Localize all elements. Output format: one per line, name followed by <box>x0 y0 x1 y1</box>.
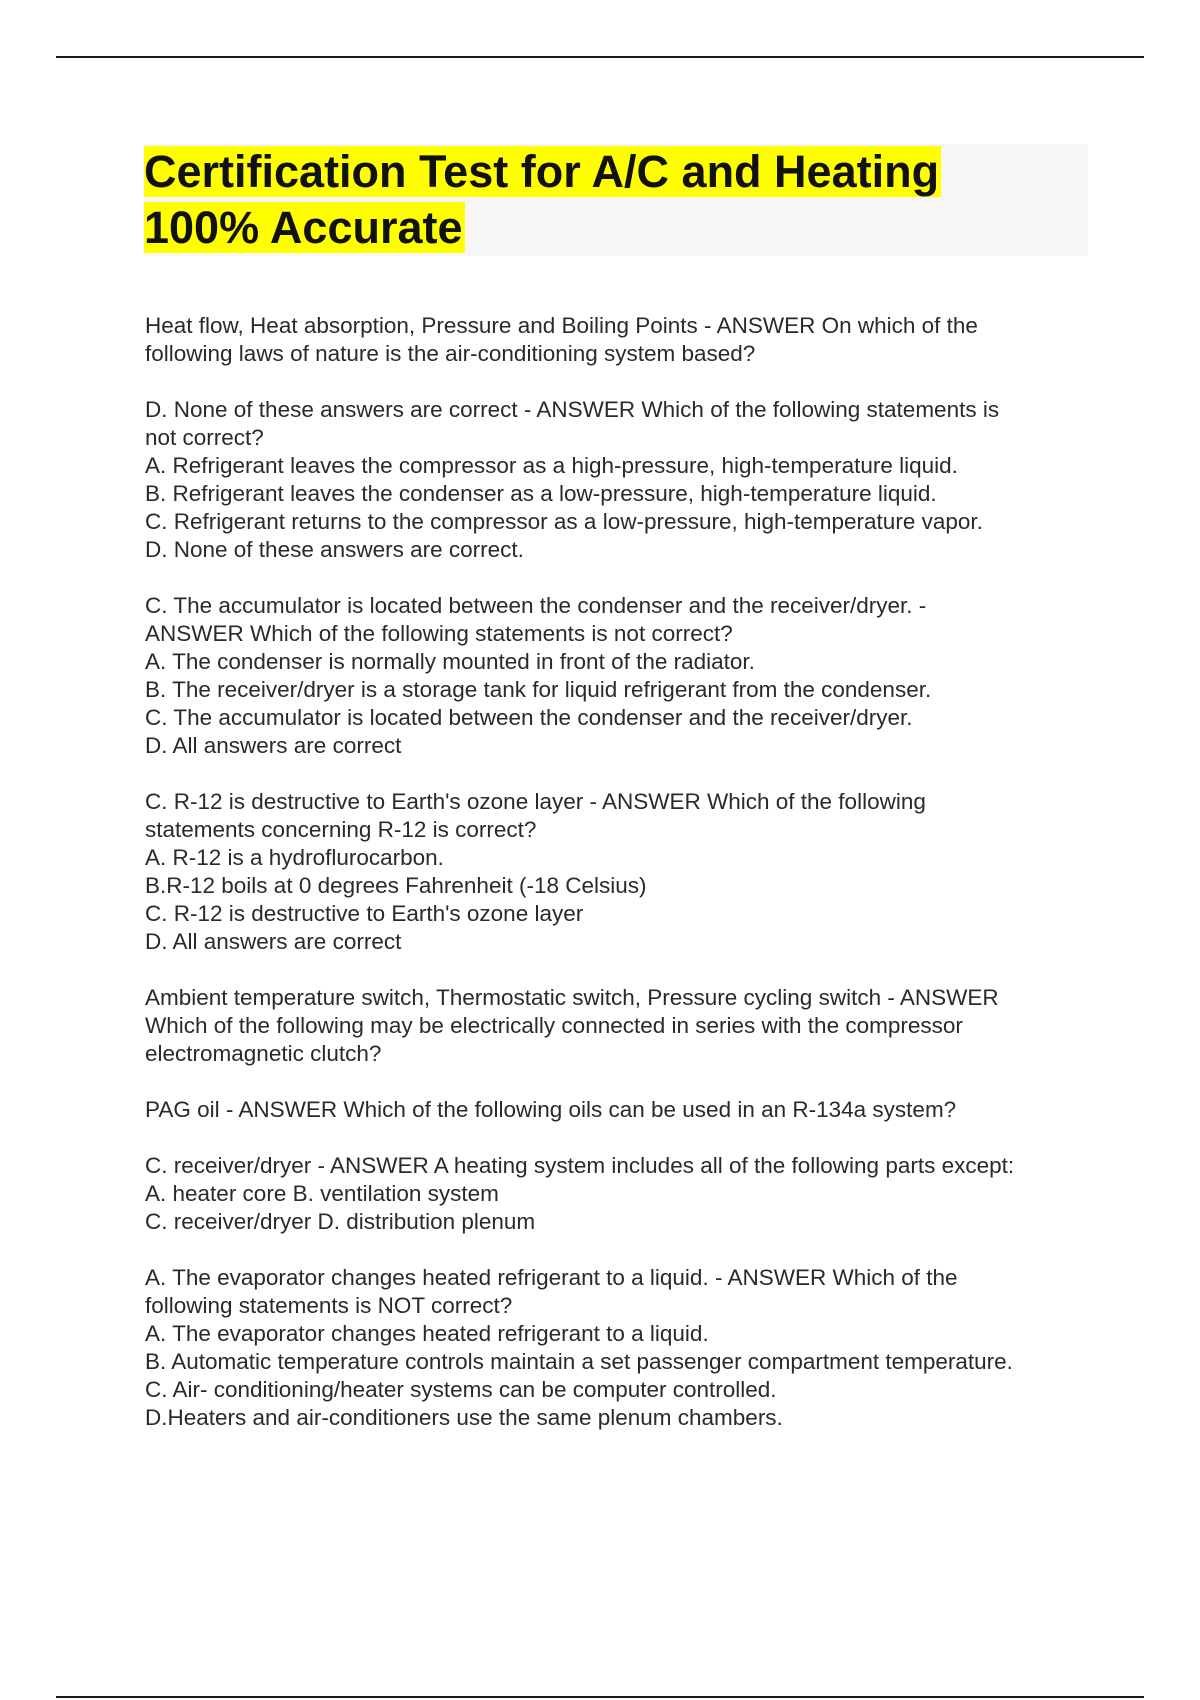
title-line: Certification Test for A/C and Heating <box>144 146 940 197</box>
top-rule <box>56 56 1144 58</box>
qa-line: C. The accumulator is located between the condenser and the receiver/dryer. <box>145 705 913 730</box>
qa-item <box>145 1096 1085 1124</box>
qa-item <box>145 984 1085 1068</box>
qa-line: B.R-12 boils at 0 degrees Fahrenheit (-18 Celsius) <box>145 873 647 898</box>
qa-item <box>145 1152 1085 1236</box>
qa-line: C. Air- conditioning/heater systems can be computer controlled. <box>145 1377 777 1402</box>
qa-line: D. None of these answers are correct. <box>145 537 524 562</box>
qa-item <box>145 788 1085 956</box>
qa-line: B. The receiver/dryer is a storage tank for liquid refrigerant from the condenser. <box>145 677 932 702</box>
qa-line: D. All answers are correct <box>145 929 402 954</box>
qa-line: following laws of nature is the air-conditioning system based? <box>145 341 756 366</box>
qa-line: A. Refrigerant leaves the compressor as a high-pressure, high-temperature liquid. <box>145 453 958 478</box>
question-list <box>145 312 1085 1460</box>
qa-line: A. The condenser is normally mounted in front of the radiator. <box>145 649 755 674</box>
qa-line: D. All answers are correct <box>145 733 402 758</box>
qa-line: C. receiver/dryer - ANSWER A heating system includes all of the following parts except: <box>145 1153 1015 1178</box>
qa-line: electromagnetic clutch? <box>145 1041 382 1066</box>
qa-line: Ambient temperature switch, Thermostatic switch, Pressure cycling switch - ANSWER <box>145 985 999 1010</box>
qa-item <box>145 396 1085 564</box>
qa-line: A. The evaporator changes heated refrigerant to a liquid. - ANSWER Which of the <box>145 1265 958 1290</box>
qa-line: A. The evaporator changes heated refrigerant to a liquid. <box>145 1321 709 1346</box>
qa-line: C. The accumulator is located between the condenser and the receiver/dryer. - <box>145 593 927 618</box>
qa-line: not correct? <box>145 425 264 450</box>
qa-line: A. heater core B. ventilation system <box>145 1181 499 1206</box>
qa-line: PAG oil - ANSWER Which of the following oils can be used in an R-134a system? <box>145 1097 957 1122</box>
qa-line: Heat flow, Heat absorption, Pressure and Boiling Points - ANSWER On which of the <box>145 313 978 338</box>
qa-item <box>145 312 1085 368</box>
qa-line: following statements is NOT correct? <box>145 1293 513 1318</box>
qa-line: D.Heaters and air-conditioners use the same plenum chambers. <box>145 1405 783 1430</box>
qa-line: Which of the following may be electrically connected in series with the compressor <box>145 1013 963 1038</box>
qa-item <box>145 1264 1085 1432</box>
title-line: 100% Accurate <box>144 202 463 253</box>
qa-line: D. None of these answers are correct - ANSWER Which of the following statements is <box>145 397 1000 422</box>
bottom-rule <box>56 1696 1144 1698</box>
qa-line: B. Refrigerant leaves the condenser as a low-pressure, high-temperature liquid. <box>145 481 937 506</box>
qa-line: C. receiver/dryer D. distribution plenum <box>145 1209 536 1234</box>
qa-line: C. Refrigerant returns to the compressor as a low-pressure, high-temperature vapor. <box>145 509 983 534</box>
qa-line: B. Automatic temperature controls maintain a set passenger compartment temperature. <box>145 1349 1013 1374</box>
qa-item <box>145 592 1085 760</box>
qa-line: statements concerning R-12 is correct? <box>145 817 537 842</box>
qa-line: ANSWER Which of the following statements is not correct? <box>145 621 733 646</box>
document-title <box>144 144 1088 256</box>
qa-line: C. R-12 is destructive to Earth's ozone layer - ANSWER Which of the following <box>145 789 926 814</box>
qa-line: A. R-12 is a hydroflurocarbon. <box>145 845 444 870</box>
qa-line: C. R-12 is destructive to Earth's ozone layer <box>145 901 584 926</box>
